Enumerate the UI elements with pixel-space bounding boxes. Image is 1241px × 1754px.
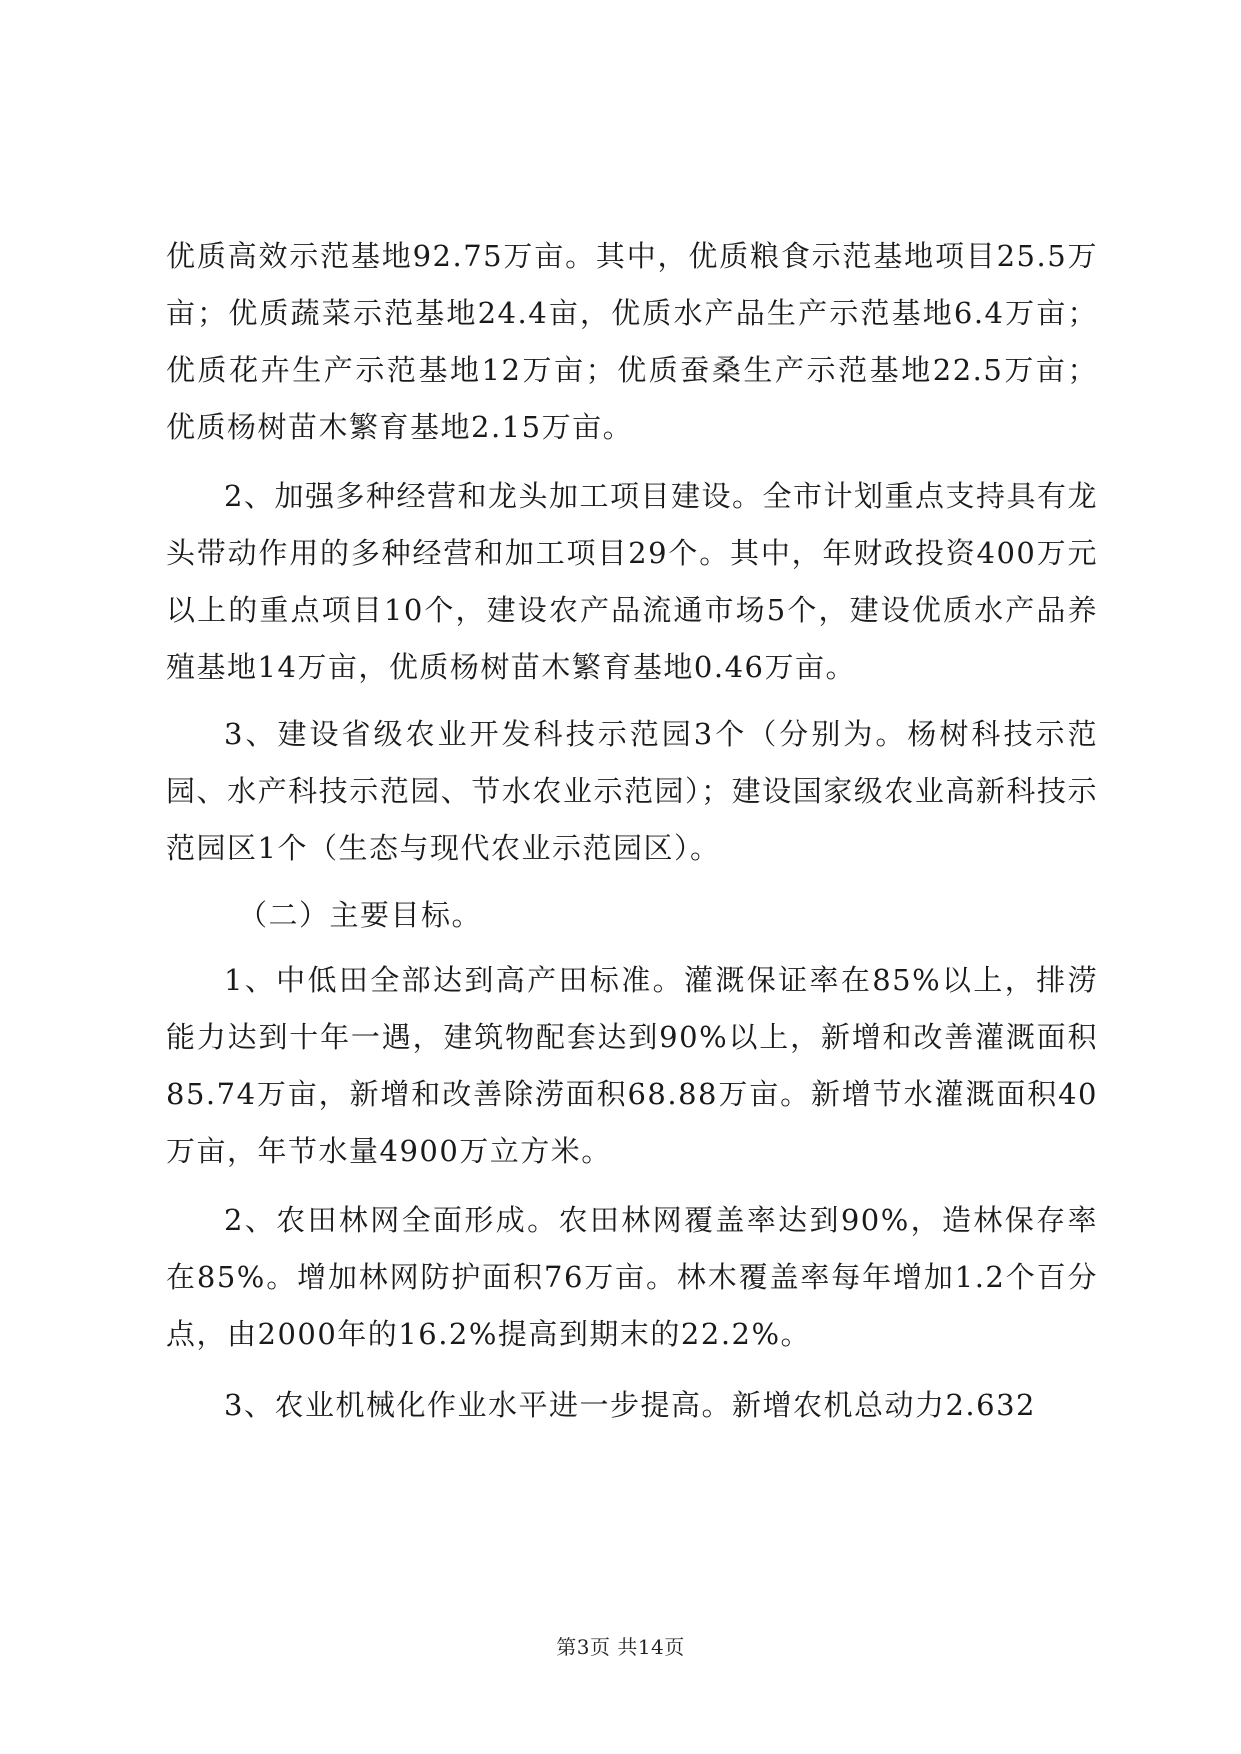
paragraph-item-3-demo-parks: 3、建设省级农业开发科技示范园3个（分别为。杨树科技示范园、水产科技示范园、节水农业示范园）；建设国家级农业高新科技示范园区1个（生态与现代农业示范园区）。 [166,717,1098,865]
page-number-footer: 第3页 共14页 [556,1635,685,1659]
document-body [166,228,1098,1434]
section-heading-main-targets: （二）主要目标。 [238,898,483,932]
paragraph-item-2-processing: 2、加强多种经营和龙头加工项目建设。全市计划重点支持具有龙头带动作用的多种经营和加工项目29个。其中，年财政投资400万元以上的重点项目10个，建设农产品流通市场5个，建设优质水产品养殖基地14万亩，优质杨树苗木繁育基地0.46万亩。 [166,479,1098,684]
paragraph-target-1-fields: 1、中低田全部达到高产田标准。灌溉保证率在85%以上，排涝能力达到十年一遇，建筑物配套达到90%以上，新增和改善灌溉面积85.74万亩，新增和改善除涝面积68.88万亩。新增节水灌溉面积40万亩，年节水量4900万立方米。 [166,963,1098,1168]
paragraph-target-2-forest: 2、农田林网全面形成。农田林网覆盖率达到90%，造林保存率在85%。增加林网防护面积76万亩。林木覆盖率每年增加1.2个百分点，由2000年的16.2%提高到期末的22.2%。 [166,1203,1098,1351]
paragraph-target-3-machinery: 3、农业机械化作业水平进一步提高。新增农机总动力2.632 [224,1388,1036,1422]
paragraph-base-summary: 优质高效示范基地92.75万亩。其中，优质粮食示范基地项目25.5万亩；优质蔬菜示范基地24.4亩，优质水产品生产示范基地6.4万亩；优质花卉生产示范基地12万亩；优质蚕桑生产示范基地22.5万亩；优质杨树苗木繁育基地2.15万亩。 [166,239,1098,444]
